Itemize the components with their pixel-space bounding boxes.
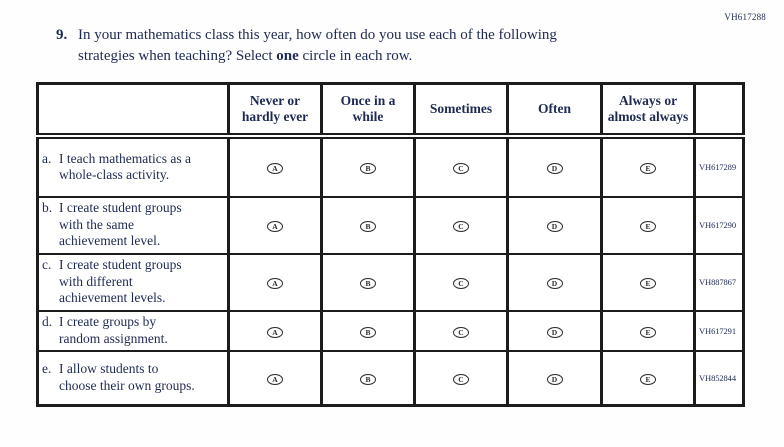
table-row-b <box>38 197 744 254</box>
row-letter: a. <box>42 150 52 166</box>
option-cell <box>602 254 695 311</box>
question-text <box>78 25 696 67</box>
row-code: VH617290 <box>695 197 744 254</box>
row-code: VH852844 <box>695 351 744 406</box>
answer-bubble-d[interactable]: D <box>547 278 563 289</box>
answer-bubble-b[interactable]: B <box>360 278 376 289</box>
answer-bubble-e[interactable]: E <box>640 327 656 338</box>
option-cell <box>508 136 602 197</box>
option-cell <box>602 136 695 197</box>
row-label-cell <box>38 351 229 406</box>
option-cell <box>322 197 415 254</box>
row-letter: e. <box>42 361 52 377</box>
option-cell <box>602 311 695 351</box>
response-matrix-table <box>36 82 745 407</box>
option-cell <box>508 254 602 311</box>
answer-bubble-e[interactable]: E <box>640 221 656 232</box>
answer-bubble-b[interactable]: B <box>360 374 376 385</box>
option-cell <box>602 351 695 406</box>
row-letter: c. <box>42 257 52 273</box>
question-bold-word: one <box>276 48 299 64</box>
row-label-cell <box>38 254 229 311</box>
answer-bubble-c[interactable]: C <box>453 374 469 385</box>
answer-bubble-c[interactable]: C <box>453 278 469 289</box>
table-row-d <box>38 311 744 351</box>
row-label-cell <box>38 311 229 351</box>
option-cell <box>508 197 602 254</box>
answer-bubble-d[interactable]: D <box>547 221 563 232</box>
option-cell <box>322 311 415 351</box>
row-statement: I allow students to choose their own groups. <box>59 361 195 393</box>
answer-bubble-e[interactable]: E <box>640 278 656 289</box>
header-sometimes: Sometimes <box>415 84 508 136</box>
row-code: VH617291 <box>695 311 744 351</box>
option-cell <box>229 254 322 311</box>
header-once-in-a-while: Once in a while <box>322 84 415 136</box>
option-cell <box>322 136 415 197</box>
header-always: Always or almost always <box>602 84 695 136</box>
row-label-cell <box>38 136 229 197</box>
option-cell <box>322 254 415 311</box>
header-never: Never or hardly ever <box>229 84 322 136</box>
table-row-a <box>38 136 744 197</box>
answer-bubble-b[interactable]: B <box>360 163 376 174</box>
answer-bubble-a[interactable]: A <box>267 163 283 174</box>
answer-bubble-b[interactable]: B <box>360 327 376 338</box>
question-line2-post: circle in each row. <box>298 48 413 64</box>
row-statement: I create student groups with different achievement levels. <box>59 257 182 306</box>
answer-bubble-c[interactable]: C <box>453 327 469 338</box>
table-row-c <box>38 254 744 311</box>
row-statement: I create groups by random assignment. <box>59 314 168 346</box>
table-row-e <box>38 351 744 406</box>
header-often: Often <box>508 84 602 136</box>
option-cell <box>415 311 508 351</box>
option-cell <box>229 197 322 254</box>
answer-bubble-a[interactable]: A <box>267 278 283 289</box>
question-line2-pre: strategies when teaching? Select <box>78 48 277 64</box>
option-cell <box>415 351 508 406</box>
header-empty-label <box>38 84 229 136</box>
row-code: VH887867 <box>695 254 744 311</box>
row-statement: I create student groups with the same achievement level. <box>59 200 182 249</box>
answer-bubble-d[interactable]: D <box>547 327 563 338</box>
answer-bubble-c[interactable]: C <box>453 221 469 232</box>
row-statement: I teach mathematics as a whole-class activity. <box>59 150 191 182</box>
row-letter: d. <box>42 314 53 329</box>
option-cell <box>415 136 508 197</box>
option-cell <box>229 351 322 406</box>
option-cell <box>415 254 508 311</box>
option-cell <box>415 197 508 254</box>
row-label-cell <box>38 197 229 254</box>
option-cell <box>602 197 695 254</box>
question-line1: In your mathematics class this year, how often do you use each of the following <box>78 27 557 43</box>
table-header-row <box>38 84 744 136</box>
option-cell <box>229 311 322 351</box>
question-block <box>56 25 696 67</box>
row-code: VH617289 <box>695 136 744 197</box>
answer-bubble-d[interactable]: D <box>547 163 563 174</box>
answer-bubble-d[interactable]: D <box>547 374 563 385</box>
answer-bubble-b[interactable]: B <box>360 221 376 232</box>
answer-bubble-a[interactable]: A <box>267 221 283 232</box>
answer-bubble-e[interactable]: E <box>640 163 656 174</box>
option-cell <box>229 136 322 197</box>
answer-bubble-a[interactable]: A <box>267 327 283 338</box>
option-cell <box>508 311 602 351</box>
option-cell <box>322 351 415 406</box>
question-number: 9. <box>56 27 68 43</box>
answer-bubble-e[interactable]: E <box>640 374 656 385</box>
header-empty-code <box>695 84 744 136</box>
answer-bubble-c[interactable]: C <box>453 163 469 174</box>
row-letter: b. <box>42 200 53 216</box>
answer-bubble-a[interactable]: A <box>267 374 283 385</box>
form-code: VH617288 <box>724 12 766 22</box>
option-cell <box>508 351 602 406</box>
